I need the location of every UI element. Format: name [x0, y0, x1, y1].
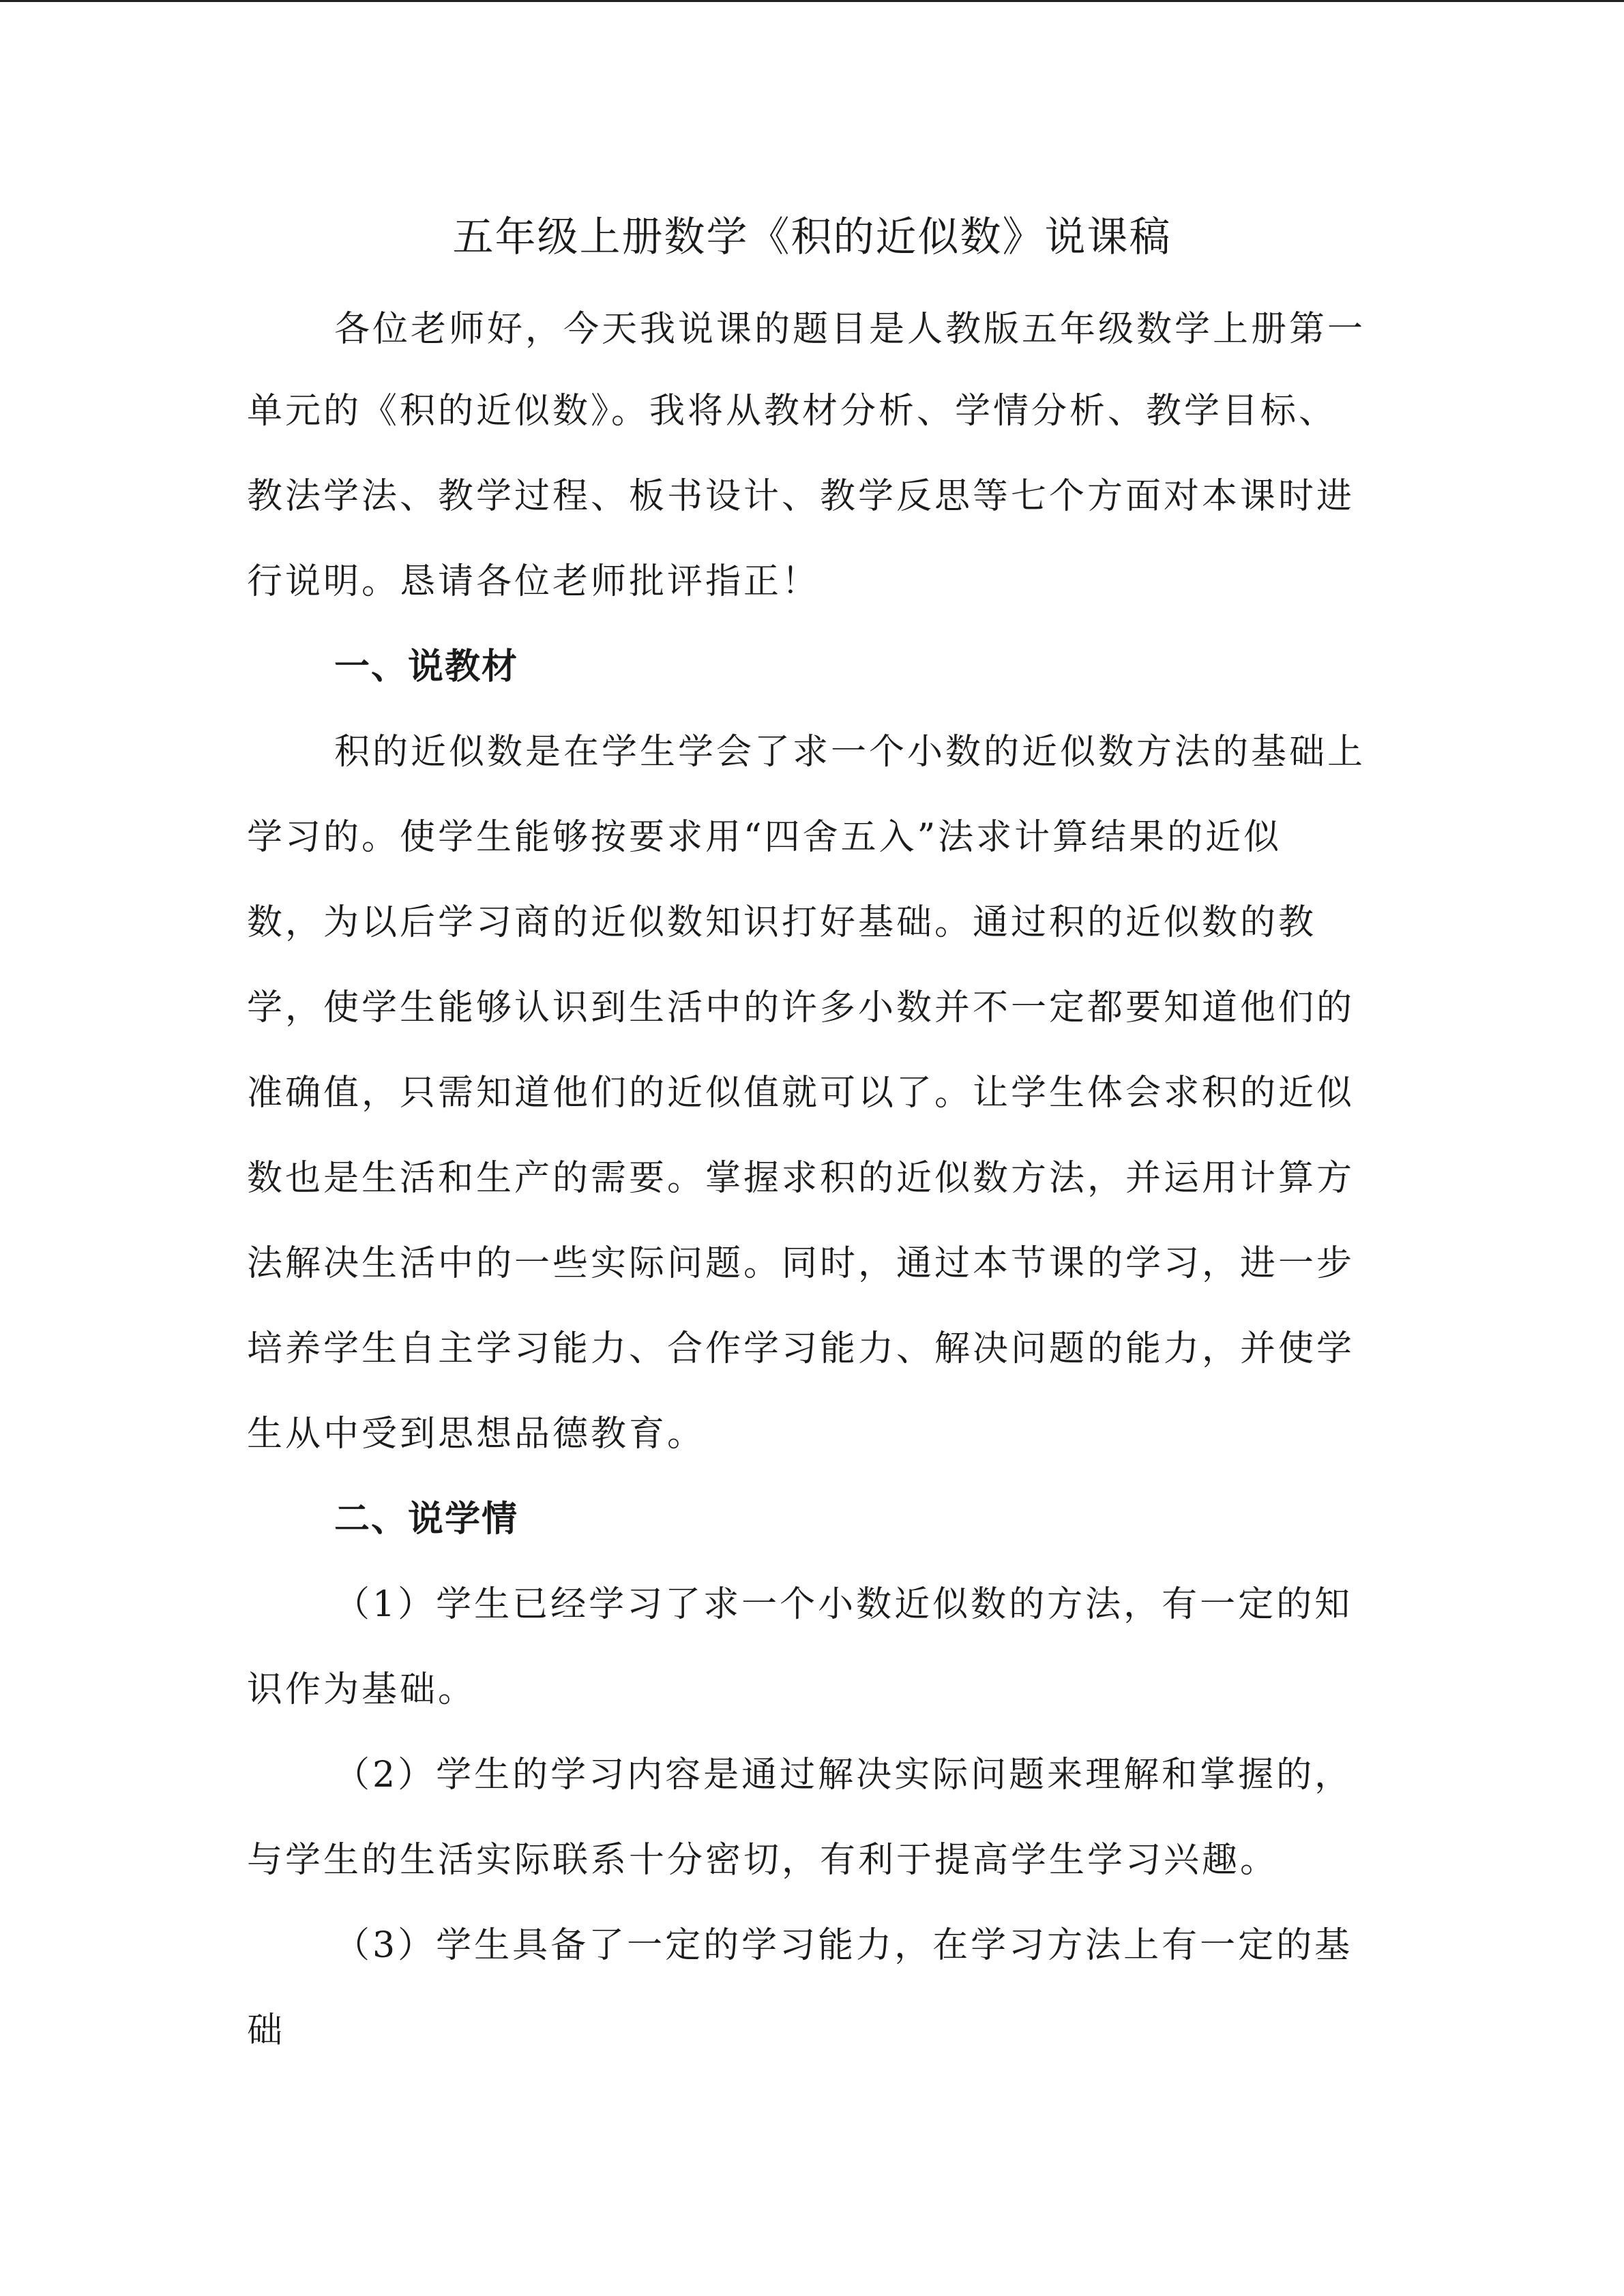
- section-heading-students: 二、说学情: [334, 1499, 519, 1540]
- section-heading-textbook: 一、说教材: [334, 646, 519, 687]
- section1-line: 数，为以后学习商的近似数知识打好基础。通过积的近似数的教: [247, 902, 1317, 943]
- section2-line: （3）学生具备了一定的学习能力，在学习方法上有一定的基: [334, 1925, 1353, 1966]
- section1-line: 生从中受到思想品德教育。: [247, 1414, 706, 1455]
- section1-line: 积的近似数是在学生学会了求一个小数的近似数方法的基础上: [334, 732, 1366, 773]
- page-title: 五年级上册数学《积的近似数》说课稿: [452, 213, 1172, 261]
- section2-line: 础: [247, 2010, 286, 2051]
- section1-line: 学习的。使学生能够按要求用“四舍五入”法求计算结果的近似: [247, 817, 1282, 858]
- section2-line: （2）学生的学习内容是通过解决实际问题来理解和掌握的，: [334, 1755, 1353, 1795]
- section2-line: 与学生的生活实际联系十分密切，有利于提高学生学习兴趣。: [247, 1840, 1279, 1881]
- section1-line: 数也是生活和生产的需要。掌握求积的近似数方法，并运用计算方: [247, 1158, 1355, 1199]
- intro-line: 行说明。恳请各位老师批评指正！: [247, 561, 821, 602]
- intro-line: 各位老师好，今天我说课的题目是人教版五年级数学上册第一: [334, 309, 1366, 350]
- section1-line: 法解决生活中的一些实际问题。同时，通过本节课的学习，进一步: [247, 1243, 1355, 1284]
- section2-line: 识作为基础。: [247, 1669, 477, 1710]
- section2-line: （1）学生已经学习了求一个小数近似数的方法，有一定的知: [334, 1584, 1353, 1625]
- section1-line: 培养学生自主学习能力、合作学习能力、解决问题的能力，并使学: [247, 1328, 1355, 1369]
- section1-line: 学，使学生能够认识到生活中的许多小数并不一定都要知道他们的: [247, 987, 1355, 1028]
- section1-line: 准确值，只需知道他们的近似值就可以了。让学生体会求积的近似: [247, 1073, 1355, 1114]
- intro-line: 单元的《积的近似数》。我将从教材分析、学情分析、教学目标、: [247, 391, 1338, 432]
- intro-line: 教法学法、教学过程、板书设计、教学反思等七个方面对本课时进: [247, 476, 1355, 517]
